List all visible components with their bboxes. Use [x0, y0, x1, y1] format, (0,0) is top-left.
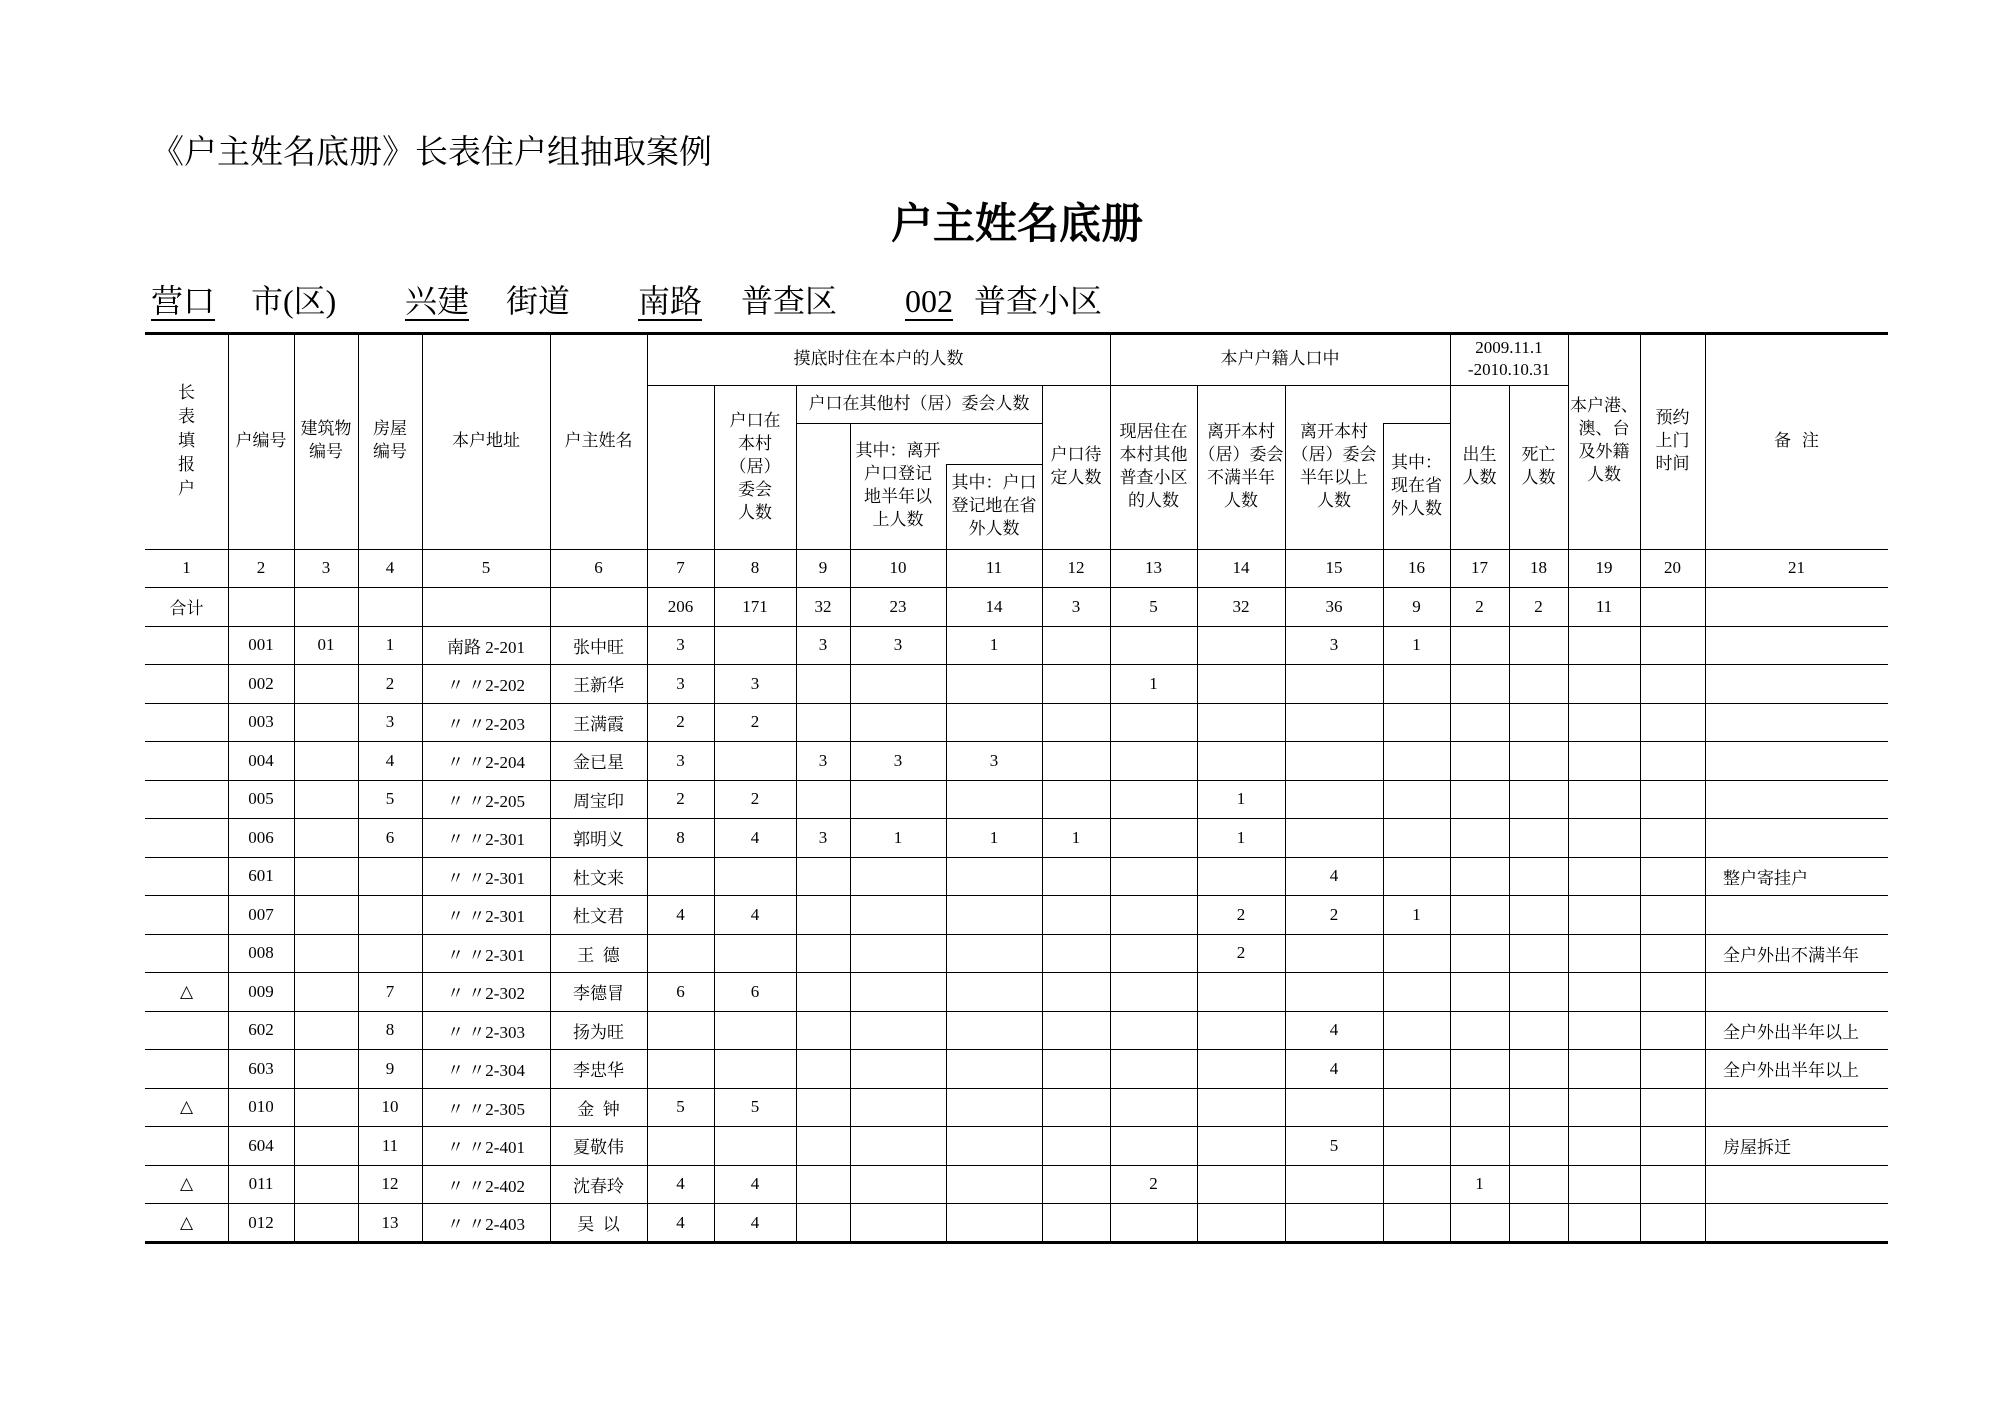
- city-value: 营口: [151, 283, 216, 319]
- column-number: 10: [889, 558, 907, 578]
- house-number-cell: 4: [385, 750, 395, 770]
- hukou-other-count-cell: 3: [818, 635, 828, 655]
- header-left-under-half-year: 离开本村 （居）委会 不满半年 人数: [1198, 422, 1284, 511]
- birth-count-cell: 2: [1475, 596, 1484, 616]
- table-rule: [145, 703, 1888, 704]
- address-cell: 〃 〃2-402: [447, 1176, 525, 1196]
- resident-count-cell: 4: [676, 1212, 685, 1232]
- table-row: [0, 934, 2000, 973]
- left-over-half-year-count-cell: 5: [1329, 1135, 1339, 1155]
- house-number-cell: 13: [381, 1212, 399, 1232]
- table-rule: [1285, 385, 1286, 1242]
- header-address: 本户地址: [452, 430, 520, 451]
- table-row: [0, 1165, 2000, 1204]
- household-head-name-cell: 李忠华: [573, 1061, 624, 1081]
- household-number-cell: 007: [248, 904, 274, 924]
- table-row: [0, 1204, 2000, 1243]
- house-number-cell: 5: [385, 789, 395, 809]
- address-cell: 〃 〃2-303: [447, 1022, 525, 1042]
- hukou-local-count-cell: 2: [750, 712, 760, 732]
- table-rule: [145, 972, 1888, 973]
- table-rule: [145, 1203, 1888, 1204]
- header-resident-group: 摸底时住在本户的人数: [793, 348, 964, 369]
- header-long-form: 长 表 填 报 户: [178, 383, 195, 499]
- total-row: [0, 588, 2000, 627]
- hukou-local-count-cell: 171: [742, 596, 768, 616]
- address-cell: 〃 〃2-205: [447, 791, 525, 811]
- hukou-local-count-cell: 4: [750, 904, 760, 924]
- long-form-mark-cell: △: [179, 981, 194, 1001]
- house-number-cell: 9: [385, 1058, 395, 1078]
- column-number: 4: [385, 558, 395, 578]
- household-head-name-cell: 王 德: [577, 945, 620, 965]
- document-subtitle: 《户主姓名底册》长表住户组抽取案例: [151, 132, 712, 171]
- house-number-cell: 12: [381, 1174, 399, 1194]
- header-deaths: 死亡 人数: [1521, 445, 1556, 488]
- table-rule: [796, 423, 1042, 424]
- left-outside-province-count-cell: 1: [1412, 904, 1421, 924]
- table-rule: [1705, 333, 1706, 1242]
- long-form-mark-cell: △: [179, 1174, 194, 1194]
- street-label: 街道: [506, 283, 571, 319]
- table-rule: [1509, 385, 1510, 1242]
- household-number-cell: 603: [248, 1058, 274, 1078]
- table-rule: [145, 895, 1888, 896]
- table-rule: [550, 333, 551, 1242]
- household-number-cell: 001: [248, 635, 274, 655]
- resident-count-cell: 3: [676, 673, 685, 693]
- household-head-name-cell: 周宝印: [573, 791, 624, 811]
- resident-count-cell: 4: [676, 1174, 685, 1194]
- table-row: [0, 703, 2000, 742]
- living-other-subdistrict-count-cell: 2: [1149, 1174, 1158, 1194]
- address-cell: 〃 〃2-302: [447, 984, 525, 1004]
- table-rule: [145, 626, 1888, 627]
- column-number: 14: [1232, 558, 1250, 578]
- house-number-cell: 11: [381, 1135, 399, 1155]
- header-hukou-other-left-half-year: 其中：离开 户口登记 地半年以 上人数: [855, 441, 941, 530]
- household-head-name-cell: 沈春玲: [573, 1176, 624, 1196]
- table-rule: [145, 1011, 1888, 1012]
- table-rule: [796, 385, 797, 1242]
- table-rule: [145, 1126, 1888, 1127]
- header-births: 出生 人数: [1462, 445, 1497, 488]
- table-rule: [714, 385, 715, 1242]
- household-head-name-cell: 张中旺: [573, 637, 624, 657]
- census-subdistrict-label: 普查小区: [974, 283, 1103, 319]
- hukou-local-count-cell: 2: [750, 789, 760, 809]
- column-number: 12: [1067, 558, 1085, 578]
- column-number: 6: [594, 558, 603, 578]
- left-over-half-year-count-cell: 4: [1329, 866, 1339, 886]
- header-living-other-subdistrict: 现居住在 本村其他 普查小区 的人数: [1119, 422, 1188, 511]
- hukou-local-count-cell: 4: [750, 1212, 760, 1232]
- remarks-cell: 全户外出半年以上: [1723, 1022, 1859, 1042]
- household-head-name-cell: 王满霞: [573, 714, 624, 734]
- hukou-other-count-cell: 3: [818, 827, 828, 847]
- left-under-half-year-count-cell: 1: [1236, 827, 1246, 847]
- resident-count-cell: 4: [676, 904, 685, 924]
- table-rule: [145, 857, 1888, 858]
- header-remarks: 备 注: [1774, 430, 1819, 451]
- header-period: 2009.11.1 -2010.10.31: [1467, 338, 1551, 379]
- hukou-local-count-cell: 4: [750, 1174, 760, 1194]
- hukou-other-outside-province-count-cell: 1: [989, 827, 999, 847]
- household-head-name-cell: 金已星: [573, 753, 624, 773]
- hukou-local-count-cell: 3: [750, 673, 760, 693]
- column-number: 9: [818, 558, 828, 578]
- house-number-cell: 8: [385, 1020, 395, 1040]
- long-form-mark-cell: △: [179, 1212, 194, 1232]
- household-head-name-cell: 金 钟: [577, 1099, 620, 1119]
- hukou-other-left-half-year-count-cell: 1: [893, 827, 903, 847]
- table-row: [0, 973, 2000, 1012]
- resident-count-cell: 3: [676, 750, 685, 770]
- header-registered-group: 本户户籍人口中: [1220, 348, 1340, 369]
- resident-count-cell: 2: [676, 712, 685, 732]
- header-hukou-pending: 户口待 定人数: [1050, 445, 1102, 488]
- building-number-cell: 01: [317, 635, 335, 655]
- register-title: 户主姓名底册: [891, 199, 1144, 248]
- table-rule: [1110, 333, 1111, 1242]
- household-number-cell: 009: [248, 981, 274, 1001]
- table-rule: [145, 1165, 1888, 1166]
- remarks-cell: 全户外出不满半年: [1723, 945, 1859, 965]
- table-rule: [145, 741, 1888, 742]
- table-rule: [145, 587, 1888, 588]
- address-cell: 〃 〃2-301: [447, 945, 525, 965]
- census-district-value: 南路: [638, 283, 703, 319]
- census-district-label: 普查区: [741, 283, 838, 319]
- left-over-half-year-count-cell: 4: [1329, 1058, 1339, 1078]
- hukou-other-left-half-year-count-cell: 3: [893, 750, 903, 770]
- table-rule: [145, 664, 1888, 665]
- table-row: [0, 1050, 2000, 1089]
- household-number-cell: 601: [248, 866, 274, 886]
- left-over-half-year-count-cell: 36: [1325, 596, 1343, 616]
- header-building-number: 建筑物 编号: [300, 419, 352, 462]
- address-cell: 〃 〃2-301: [447, 907, 525, 927]
- living-other-subdistrict-count-cell: 1: [1149, 673, 1158, 693]
- hukou-local-count-cell: 4: [750, 827, 760, 847]
- household-number-cell: 006: [248, 827, 274, 847]
- table-rule: [1640, 333, 1641, 1242]
- column-number: 11: [985, 558, 1003, 578]
- census-subdistrict-value: 002: [905, 283, 953, 319]
- table-rule: [1568, 333, 1569, 1242]
- table-rule: [1383, 423, 1450, 424]
- left-outside-province-count-cell: 1: [1412, 635, 1421, 655]
- remarks-cell: 整户寄挂户: [1723, 868, 1808, 888]
- left-outside-province-count-cell: 9: [1412, 596, 1421, 616]
- table-row: [0, 626, 2000, 665]
- household-head-name-cell: 郭明义: [573, 830, 624, 850]
- household-number-cell: 004: [248, 750, 274, 770]
- address-cell: 〃 〃2-401: [447, 1138, 525, 1158]
- table-rule: [145, 332, 1888, 335]
- city-label: 市(区): [251, 283, 337, 319]
- resident-count-cell: 5: [676, 1097, 685, 1117]
- household-head-name-cell: 扬为旺: [573, 1022, 624, 1042]
- table-row: [0, 1011, 2000, 1050]
- left-under-half-year-count-cell: 32: [1232, 596, 1250, 616]
- hukou-other-outside-province-count-cell: 3: [989, 750, 999, 770]
- hukou-local-count-cell: 5: [750, 1097, 760, 1117]
- address-cell: 〃 〃2-301: [447, 830, 525, 850]
- death-count-cell: 2: [1534, 596, 1543, 616]
- table-rule: [228, 333, 229, 1242]
- hk-macao-taiwan-foreign-count-cell: 11: [1595, 596, 1613, 616]
- household-number-cell: 002: [248, 673, 274, 693]
- table-row: [0, 857, 2000, 896]
- table-rule: [850, 423, 851, 1242]
- left-over-half-year-count-cell: 4: [1329, 1020, 1339, 1040]
- address-cell: 〃 〃2-204: [447, 753, 525, 773]
- house-number-cell: 7: [385, 981, 395, 1001]
- address-cell: 〃 〃2-301: [447, 868, 525, 888]
- house-number-cell: 6: [385, 827, 395, 847]
- household-head-name-cell: 夏敬伟: [573, 1138, 624, 1158]
- column-number: 18: [1530, 558, 1547, 578]
- left-over-half-year-count-cell: 2: [1329, 904, 1339, 924]
- header-appointment-time: 预约 上门 时间: [1655, 407, 1690, 474]
- table-rule: [647, 385, 1568, 386]
- table-rule: [145, 818, 1888, 819]
- hukou-other-count-cell: 3: [818, 750, 828, 770]
- long-form-mark-cell: △: [179, 1097, 194, 1117]
- address-cell: 〃 〃2-202: [447, 676, 525, 696]
- table-rule: [145, 1088, 1888, 1089]
- address-cell: 〃 〃2-403: [447, 1215, 525, 1235]
- column-number: 1: [182, 558, 191, 578]
- household-number-cell: 012: [248, 1212, 274, 1232]
- address-cell: 〃 〃2-305: [447, 1099, 525, 1119]
- column-number: 8: [750, 558, 760, 578]
- header-hukou-other-outside-province: 其中：户口 登记地在省 外人数: [951, 473, 1037, 539]
- left-under-half-year-count-cell: 2: [1236, 943, 1246, 963]
- table-row: [0, 780, 2000, 819]
- column-number: 19: [1595, 558, 1613, 578]
- hukou-other-outside-province-count-cell: 14: [985, 596, 1003, 616]
- table-rule: [358, 333, 359, 1242]
- house-number-cell: 1: [385, 635, 395, 655]
- column-number-row: [0, 549, 2000, 588]
- resident-count-cell: 8: [676, 827, 685, 847]
- household-head-name-cell: 吴 以: [577, 1215, 620, 1235]
- household-head-name-cell: 杜文君: [573, 907, 624, 927]
- column-number: 21: [1788, 558, 1805, 578]
- table-row: [0, 1088, 2000, 1127]
- table-row: [0, 896, 2000, 935]
- street-value: 兴建: [405, 283, 470, 319]
- table-row: [0, 742, 2000, 781]
- hukou-other-left-half-year-count-cell: 3: [893, 635, 903, 655]
- column-number: 16: [1408, 558, 1425, 578]
- hukou-pending-count-cell: 1: [1071, 827, 1081, 847]
- resident-count-cell: 206: [667, 596, 694, 616]
- table-rule: [145, 549, 1888, 550]
- table-rule: [946, 464, 1042, 465]
- remarks-cell: 全户外出半年以上: [1723, 1061, 1859, 1081]
- household-head-name-cell: 杜文来: [573, 868, 624, 888]
- household-number-cell: 602: [248, 1020, 274, 1040]
- left-under-half-year-count-cell: 2: [1236, 904, 1246, 924]
- column-number: 15: [1325, 558, 1343, 578]
- table-rule: [647, 333, 648, 1242]
- house-number-cell: 3: [385, 712, 395, 732]
- table-row: [0, 1127, 2000, 1166]
- household-number-cell: 011: [248, 1174, 274, 1194]
- header-household-number: 户编号: [235, 430, 287, 451]
- header-hk-macao-taiwan-foreign: 本户港、 澳、台 及外籍 人数: [1570, 396, 1638, 485]
- table-rule: [1197, 385, 1198, 1242]
- household-number-cell: 003: [248, 712, 274, 732]
- header-house-number: 房屋 编号: [373, 419, 407, 462]
- table-rule: [145, 934, 1888, 935]
- column-number: 20: [1664, 558, 1681, 578]
- household-head-name-cell: 李德冒: [573, 984, 624, 1004]
- table-row: [0, 819, 2000, 858]
- header-hukou-local: 户口在 本村 （居） 委会 人数: [729, 410, 781, 523]
- header-hukou-other-group: 户口在其他村（居）委会人数: [808, 393, 1030, 414]
- table-rule: [145, 1241, 1888, 1244]
- remarks-cell: 房屋拆迁: [1723, 1138, 1791, 1158]
- header-left-over-half-year: 离开本村 （居）委会 半年以上 人数: [1291, 422, 1377, 511]
- header-left-outside-province: 其中： 现在省 外人数: [1391, 452, 1442, 519]
- column-number: 17: [1471, 558, 1488, 578]
- address-cell: 南路 2-201: [447, 637, 525, 657]
- resident-count-cell: 6: [676, 981, 685, 1001]
- household-number-cell: 604: [248, 1135, 274, 1155]
- birth-count-cell: 1: [1475, 1174, 1484, 1194]
- hukou-pending-count-cell: 3: [1071, 596, 1081, 616]
- resident-count-cell: 3: [676, 635, 685, 655]
- household-number-cell: 010: [248, 1097, 274, 1117]
- column-number: 13: [1145, 558, 1162, 578]
- hukou-local-count-cell: 6: [750, 981, 760, 1001]
- hukou-other-count-cell: 32: [814, 596, 832, 616]
- table-rule: [946, 464, 947, 1242]
- living-other-subdistrict-count-cell: 5: [1149, 596, 1158, 616]
- table-rule: [145, 1049, 1888, 1050]
- column-number: 3: [321, 558, 331, 578]
- household-number-cell: 005: [248, 789, 274, 809]
- table-rule: [1450, 333, 1451, 1242]
- table-row: [0, 665, 2000, 704]
- table-rule: [1383, 423, 1384, 1242]
- table-rule: [145, 780, 1888, 781]
- table-rule: [422, 333, 423, 1242]
- resident-count-cell: 2: [676, 789, 685, 809]
- left-under-half-year-count-cell: 1: [1236, 789, 1246, 809]
- house-number-cell: 2: [385, 673, 395, 693]
- column-number: 5: [481, 558, 491, 578]
- table-rule: [294, 333, 295, 1242]
- hukou-other-left-half-year-count-cell: 23: [889, 596, 907, 616]
- address-cell: 〃 〃2-203: [447, 714, 525, 734]
- column-number: 2: [256, 558, 266, 578]
- header-head-name: 户主姓名: [564, 430, 633, 451]
- column-number: 7: [676, 558, 685, 578]
- hukou-other-outside-province-count-cell: 1: [989, 635, 999, 655]
- total-label: 合计: [169, 599, 204, 619]
- address-cell: 〃 〃2-304: [447, 1061, 525, 1081]
- household-number-cell: 008: [248, 943, 274, 963]
- left-over-half-year-count-cell: 3: [1329, 635, 1339, 655]
- house-number-cell: 10: [381, 1097, 399, 1117]
- household-head-name-cell: 王新华: [573, 676, 624, 696]
- table-rule: [1042, 385, 1043, 1242]
